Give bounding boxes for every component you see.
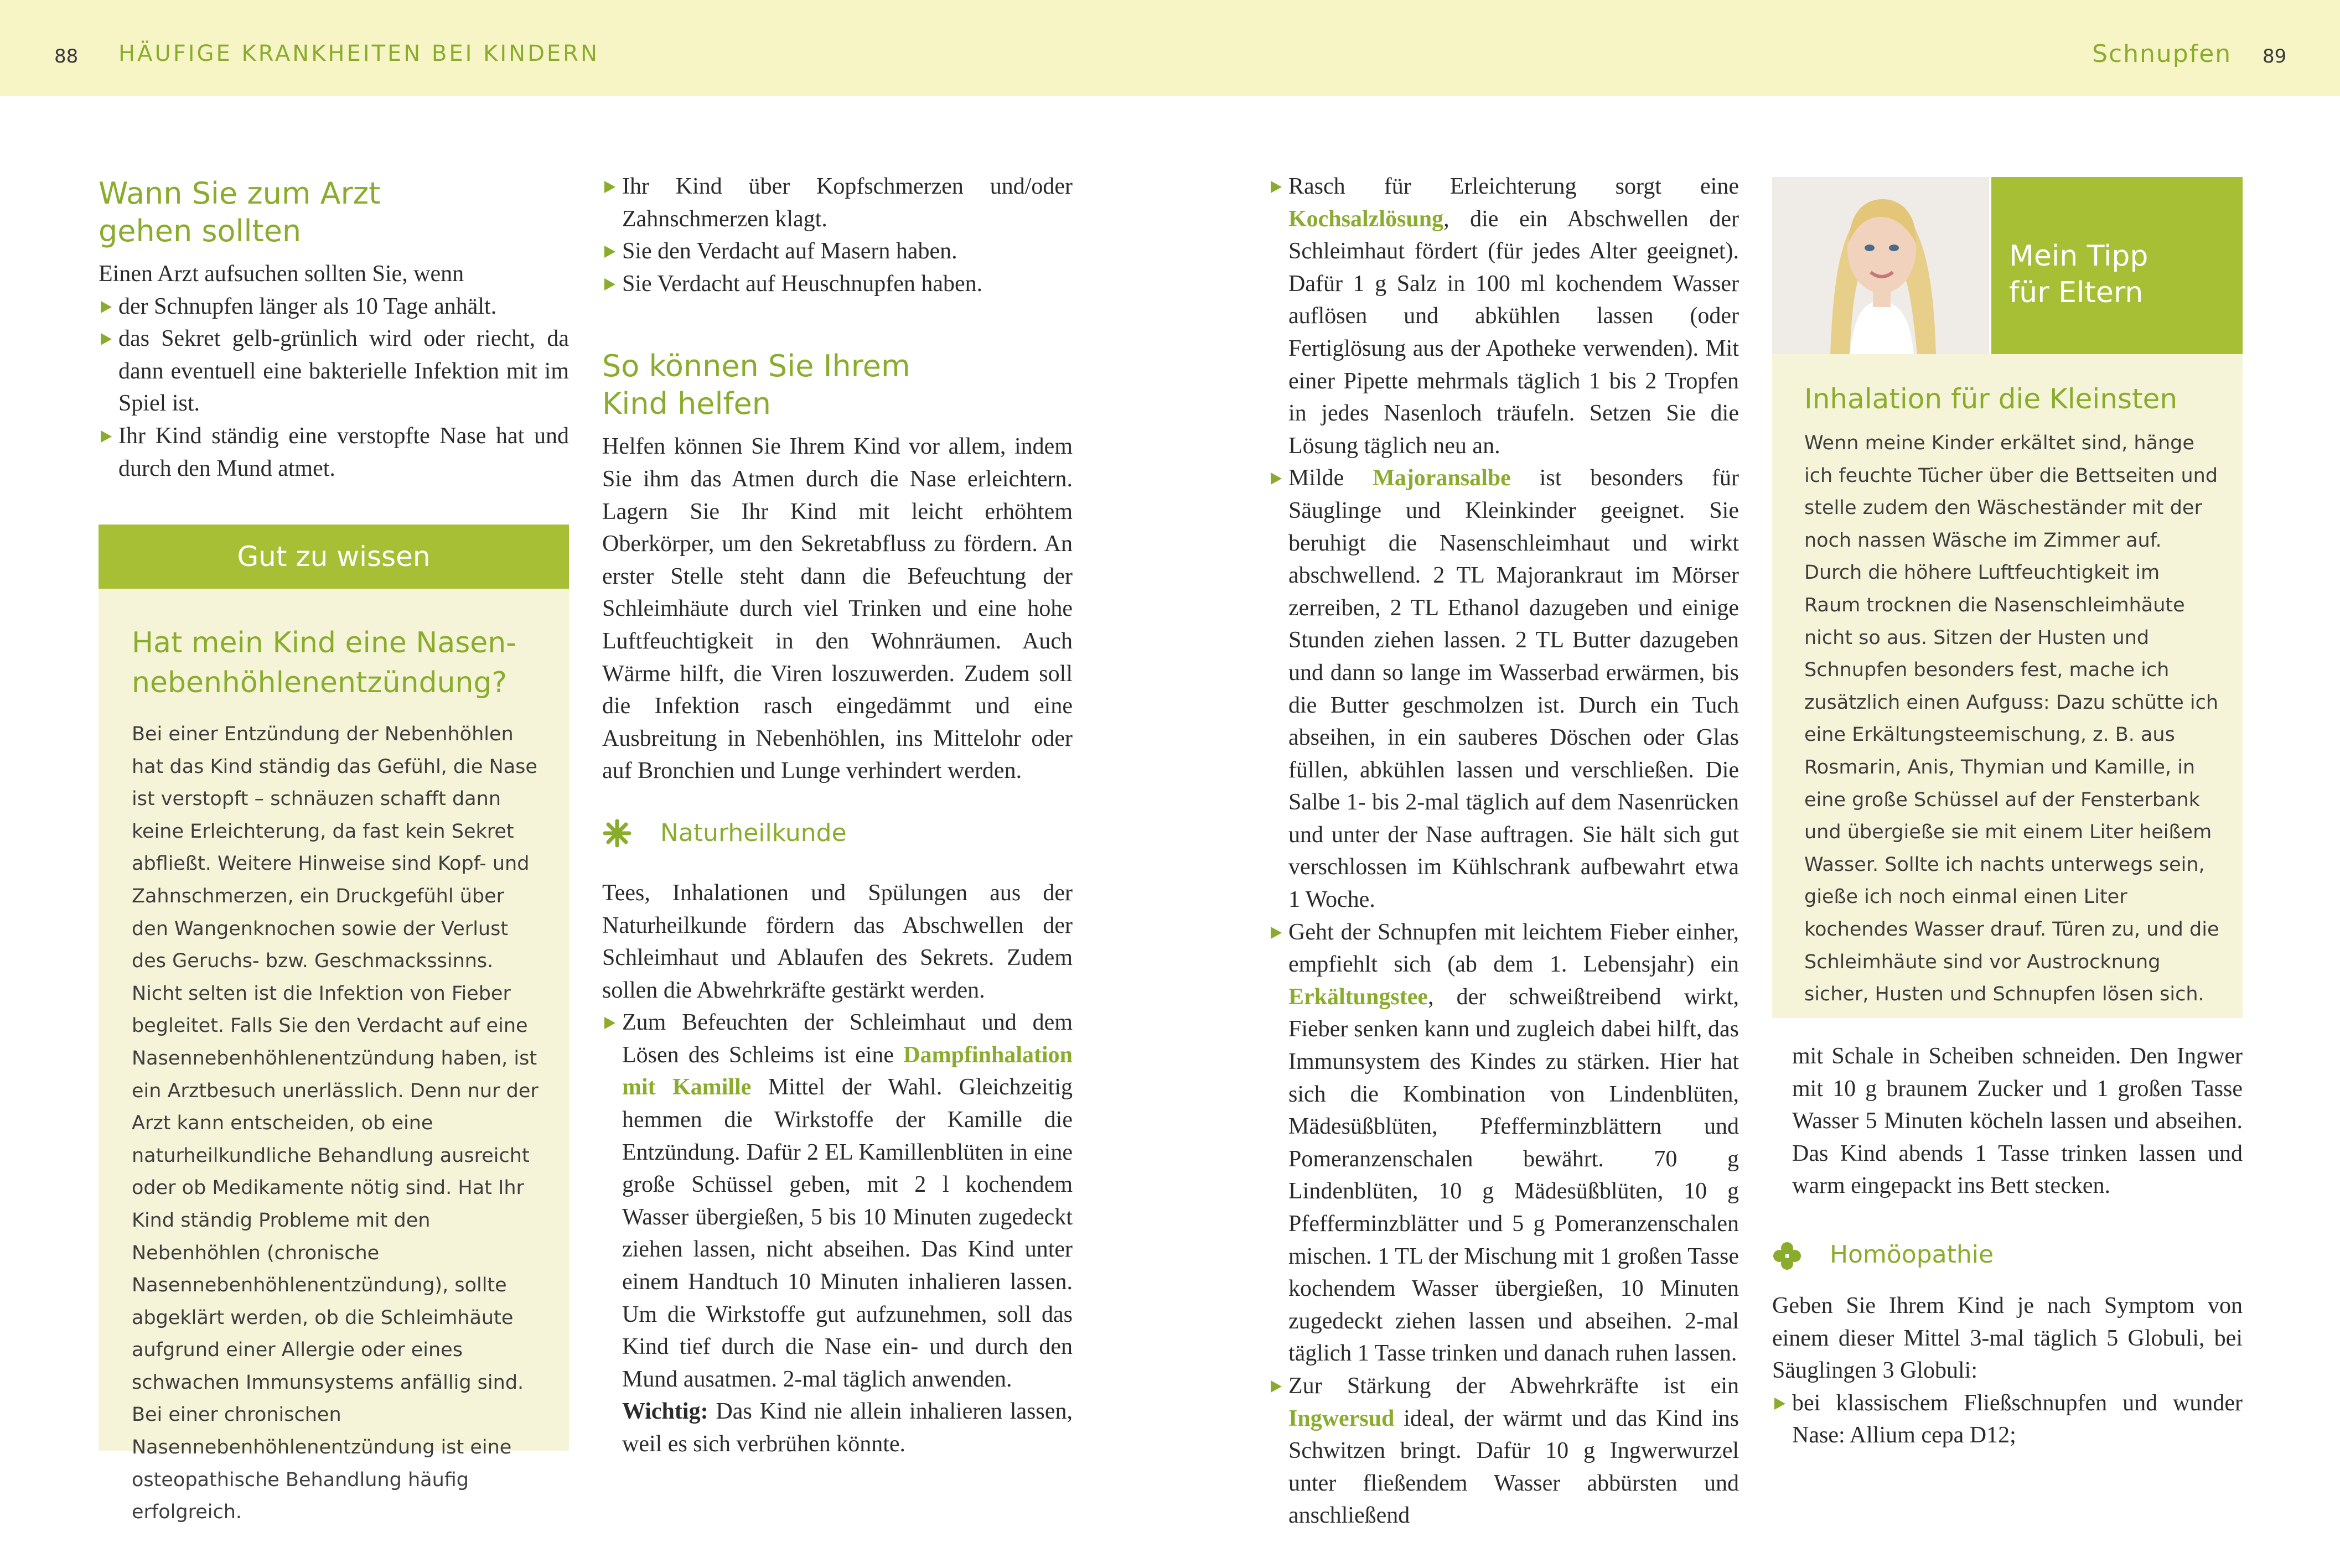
column-4-lower: [1772, 1040, 2243, 1452]
homoeopathie-list: [1772, 1387, 2243, 1452]
tee-text-2: , der schweißtreibend wirkt, Fieber senken kann und zugleich dabei hilft, das Immunsystem des Kindes zu stärken. Hier hat sich die Kombination von Lindenblüten, Mädesüßblüten, Pfefferminzblättern und Pomeranzenschalen bewährt. 70 g Lindenblüten, 10 g Mädesüßblüten, 10 g Pfefferminzblätter und 5 g Pomeranzenschalen mischen. 1 TL der Mischung mit 1 großen Tasse kochendem Wasser übergießen, 10 Minuten zugedeckt ziehen lassen und abseihen. 2-mal täglich 1 Tasse trinken und danach ruhen lassen.: [1288, 984, 1739, 1367]
column-1: [99, 175, 569, 485]
running-header: [0, 0, 2340, 96]
gut-zu-wissen-title-line-2: nebenhöhlenentzündung?: [132, 666, 508, 699]
salz-text-2: , die ein Abschwellen der Schleimhaut fördert (für jedes Alter geeignet). Dafür 1 g Salz in 100 ml kochendem Wasser auflösen und abkühlen lassen (oder Fertiglösung aus der Apotheke verwenden). Mit einer Pipette mehrmals täglich 1 bis 2 Tropfen in jedes Nasenloch träufeln. Setzen Sie die Lösung täglich neu an.: [1288, 206, 1739, 459]
list-item: [1269, 916, 1739, 1370]
helfen-heading-line-1: So können Sie Ihrem: [602, 349, 910, 384]
homoeopathie-intro: Geben Sie Ihrem Kind je nach Symptom von einem dieser Mittel 3-mal täglich 5 Globuli, bei Säuglingen 3 Globuli:: [1772, 1292, 2243, 1384]
salz-text-1: Rasch für Erleichterung sorgt eine: [1288, 174, 1739, 199]
tee-highlight: Erkältungstee: [1288, 984, 1428, 1010]
majoran-text-2: ist besonders für Säuglinge und Kleinkinder geeignet. Sie beruhigt die Nasenschleimhaut und wirkt abschwellend. 2 TL Majorankraut im Mörser zerreiben, 2 TL Ethanol dazugeben und einige Stunden ziehen lassen. 2 TL Butter dazugeben und dann so lange im Wasserbad erwärmen, bis die Butter geschmolzen ist. Durch ein Tuch abseihen, in ein sauberes Döschen oder Glas füllen, abkühlen lassen und verschließen. Die Salbe 1- bis 2-mal täglich auf dem Nasenrücken und unter der Nase auftragen. Sie hält sich gut verschlossen im Kühlschrank aufbewahrt etwa 1 Woche.: [1288, 465, 1739, 913]
naturheilkunde-intro: Tees, Inhalationen und Spülungen aus der Naturheilkunde fördern das Abschwellen der Schleimhaut und Ablaufen des Sekrets. Zudem sollen die Abwehrkräfte gestärkt werden.: [602, 880, 1073, 1003]
running-title-right: Schnupfen: [2092, 40, 2232, 68]
list-item: Ihr Kind über Kopfschmerzen und/oder Zahnschmerzen klagt.: [602, 170, 1073, 235]
clover-icon: [1772, 1241, 1802, 1271]
ingwer-text-2: ideal, der wärmt und das Kind ins Schwitzen bringt. Dafür 10 g Ingwerwurzel unter fließendem Wasser abbürsten und anschließend: [1288, 1405, 1739, 1529]
arzt-heading-line-1: Wann Sie zum Arzt: [99, 176, 381, 211]
majoran-highlight: Majoransalbe: [1373, 465, 1511, 491]
running-title-left: HÄUFIGE KRANKHEITEN BEI KINDERN: [118, 41, 599, 66]
salz-highlight: Kochsalzlösung: [1288, 206, 1444, 232]
list-item: bei klassischem Fließschnupfen und wunder Nase: Allium cepa D12;: [1772, 1387, 2243, 1452]
warning-label: Wichtig:: [622, 1399, 708, 1425]
asterisk-flower-icon: [602, 818, 632, 848]
homoeopathie-heading: Homöopathie: [1830, 1240, 1994, 1269]
naturheilkunde-heading: Naturheilkunde: [660, 818, 847, 847]
gut-zu-wissen-text: Bei einer Entzündung der Nebenhöhlen hat das Kind ständig das Gefühl, die Nase ist verstopft – schnäuzen schafft dann keine Erleichterung, da fast kein Sekret abfließt. Weitere Hinweise sind Kopf- und Zahnschmerzen, ein Druckgefühl über den Wangenknochen sowie der Verlust des Geruchs- bzw. Geschmackssinns. Nicht selten ist die Infektion von Fieber begleitet. Falls Sie den Verdacht auf eine Nasennebenhöhlenentzündung haben, ist ein Arztbesuch unerlässlich. Denn nur der Arzt kann entscheiden, ob eine naturheilkundliche Behandlung ausreicht oder ob Medikamente nötig sind. Hat Ihr Kind ständig Probleme mit den Nebenhöhlen (chronische Nasennebenhöhlenentzündung), sollte abgeklärt werden, ob die Schleimhäute aufgrund einer Allergie oder eines schwachen Immunsystems anfällig sind. Bei einer chronischen Nasennebenhöhlenentzündung ist eine osteopathische Behandlung häufig erfolgreich.: [132, 723, 539, 1524]
tipp-title: Inhalation für die Kleinsten: [1804, 383, 2178, 415]
column-3: [1269, 170, 1739, 1532]
helfen-heading-line-2: Kind helfen: [602, 386, 771, 422]
list-item: das Sekret gelb-grünlich wird oder riecht, da dann eventuell eine bakterielle Infektion mit im Spiel ist.: [99, 323, 569, 420]
list-item: [602, 1006, 1073, 1460]
tipp-text: Wenn meine Kinder erkältet sind, hänge ich feuchte Tücher über die Bettseiten und stelle zudem den Wäscheständer mit der noch nassen Wäsche im Zimmer auf. Durch die höhere Luftfeuchtigkeit im Raum trocknen die Nasenschleimhäute nicht so aus. Sitzen der Husten und Schnupfen besonders fest, mache ich zusätzlich einen Aufguss: Dazu schütte ich eine Erkältungsteemischung, z. B. aus Rosmarin, Anis, Thymian und Kamille, in eine große Schüssel auf der Fensterbank und übergieße sie mit einem Liter heißem Wasser. Sollte ich nachts unterwegs sein, gieße ich noch einmal einen Liter kochendes Wasser drauf. Türen zu, und die Schleimhäute sind vor Austrocknung sicher, Husten und Schnupfen lösen sich.: [1804, 432, 2219, 1006]
naturheilkunde-heading-row: [602, 812, 1073, 857]
warning-text: Das Kind nie allein inhalieren lassen, weil es sich verbrühen könnte.: [622, 1399, 1073, 1457]
gut-zu-wissen-box: [99, 589, 569, 1524]
majoran-text-1: Milde: [1288, 465, 1373, 491]
list-item: [1269, 462, 1739, 916]
ingwer-continued: mit Schale in Scheiben schneiden. Den Ingwer mit 10 g braunem Zucker und 1 großen Tasse Wasser 5 Minuten köcheln lassen und abseihen. Das Kind abends 1 Tasse trinken lassen und warm eingepackt ins Bett stecken.: [1792, 1043, 2243, 1199]
helfen-heading: [602, 347, 1073, 423]
arzt-list: [99, 290, 569, 485]
arzt-heading: [99, 175, 569, 250]
list-item: Sie Verdacht auf Heuschnupfen haben.: [602, 268, 1073, 300]
arzt-list-continued: [602, 170, 1073, 300]
list-item: der Schnupfen länger als 10 Tage anhält.: [99, 290, 569, 323]
list-item: [1269, 1370, 1739, 1532]
gut-zu-wissen-label: Gut zu wissen: [237, 541, 431, 573]
list-item: [1269, 170, 1739, 462]
dampf-highlight: Dampfinhalation mit Kamille: [622, 1042, 1073, 1100]
dampf-text-2: Mittel der Wahl. Gleichzeitig hemmen die Wirkstoffe der Kamille die Entzündung. Dafür 2 EL Kamillenblüten in eine große Schüssel geben, mit 2 l kochendem Wasser übergießen, 5 bis 10 Minuten zugedeckt ziehen lassen, nicht abseihen. Das Kind unter einem Handtuch 10 Minuten inhalieren lassen. Um die Wirkstoffe gut aufzunehmen, soll das Kind tief durch die Nase ein- und durch den Mund ausatmen. 2-mal täglich anwenden.: [622, 1074, 1073, 1392]
ingwer-text-1: Zur Stärkung der Abwehrkräfte ist ein: [1288, 1373, 1739, 1399]
mein-tipp-badge-line-2: für Eltern: [2009, 276, 2144, 309]
list-item: Ihr Kind ständig eine verstopfte Nase hat und durch den Mund atmet.: [99, 420, 569, 485]
dampf-text-1: Zum Befeuchten der Schleimhaut und dem Lösen des Schleims ist eine: [622, 1010, 1073, 1068]
list-item: Sie den Verdacht auf Masern haben.: [602, 235, 1073, 268]
tee-text-1: Geht der Schnupfen mit leichtem Fieber einher, empfiehlt sich (ab dem 1. Lebensjahr) ein: [1288, 919, 1739, 978]
arzt-heading-line-2: gehen sollten: [99, 214, 302, 248]
gut-zu-wissen-title: [132, 623, 541, 703]
mein-tipp-badge-line-1: Mein Tipp: [2009, 240, 2149, 273]
gut-zu-wissen-title-line-1: Hat mein Kind eine Nasen-: [132, 626, 516, 660]
helfen-text: Helfen können Sie Ihrem Kind vor allem, indem Sie ihm das Atmen durch die Nase erleichtern. Lagern Sie Ihr Kind mit leicht erhöhtem Oberkörper, um den Sekretabfluss zu fördern. An erster Stelle steht dann die Befeuchtung der Schleimhäute durch viel Trinken und eine hohe Luftfeuchtigkeit in den Wohnräumen. Auch Wärme hilft, die Viren loszuwerden. Zudem soll die Infektion rasch eingedämmt und eine Ausbreitung in Nebenhöhlen, ins Mittelohr oder auf Bronchien und Lunge verhindert werden.: [602, 434, 1073, 784]
column-2: [602, 170, 1073, 1461]
mein-tipp-box: [1772, 354, 2243, 1018]
homoeopathie-heading-row: [1772, 1235, 2243, 1280]
page-number-left: 88: [54, 45, 79, 68]
ingwer-highlight: Ingwersud: [1288, 1405, 1395, 1431]
author-portrait: [1772, 177, 1989, 354]
remedies-list: [1269, 170, 1739, 1532]
mein-tipp-badge: [1991, 177, 2243, 354]
author-portrait-image: [1772, 177, 1989, 354]
page-number-right: 89: [2263, 45, 2287, 68]
arzt-intro: Einen Arzt aufsuchen sollten Sie, wenn: [99, 261, 464, 287]
naturheilkunde-list: [602, 1006, 1073, 1460]
gut-zu-wissen-label-bar: [99, 525, 569, 589]
